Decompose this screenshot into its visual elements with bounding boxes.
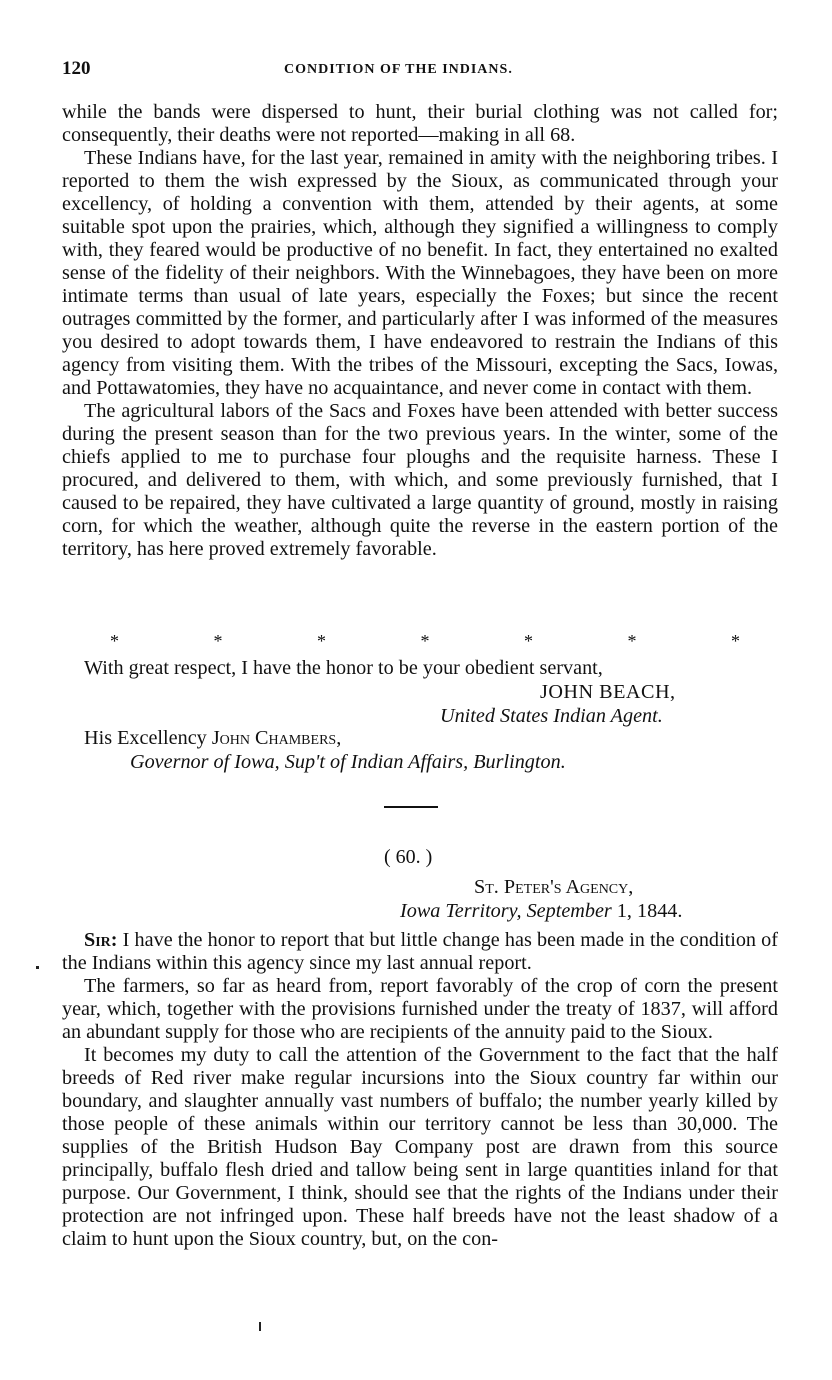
paragraph-relations: These Indians have, for the last year, remained in amity with the neighboring tribes. I reported to them the wish expressed by the Sioux, as communicated through your excellency, of holding a convention with them, attended by their agents, at some suitable spot upon the prairies, which, although they signified a willingness to comply with, they feared would be productive of no benefit. In fact, they entertained no exalted sense of the fidelity of their neighbors. With the Winnebagoes, they have been on more intimate terms than usual of late years, especially the Foxes; but since the recent outrages committed by the former, and particularly after I was informed of the measures you desired to adopt towards them, I have endeavored to restrain the Indians of this agency from visiting them. With the tribes of the Missouri, excepting the Sacs, Iowas, and Pottawatomies, they have no acquaintance, and never come in contact with them.	[62, 147, 778, 399]
closing-line: With great respect, I have the honor to be your obedient servant,	[84, 657, 603, 679]
addressee-title: Governor of Iowa, Sup't of Indian Affairs, Burlington.	[130, 751, 566, 773]
signer-name: JOHN BEACH,	[540, 681, 676, 703]
star: *	[627, 631, 637, 651]
star: *	[110, 631, 119, 651]
ellipsis-stars	[110, 632, 740, 650]
letter-1-body	[62, 101, 778, 561]
section-divider	[384, 806, 438, 808]
star: *	[420, 631, 430, 651]
addressee-prefix: His Excellency	[84, 727, 212, 749]
scan-speck	[259, 1322, 261, 1331]
document-number: ( 60. )	[384, 846, 433, 868]
star: *	[524, 631, 533, 651]
addressee-name: John Chambers,	[211, 727, 342, 749]
paragraph-opening-text: I have the honor to report that but little change has been made in the condition of the Indians within this agency since my last annual report.	[62, 929, 778, 974]
salutation: Sir:	[84, 929, 118, 951]
addressee	[84, 727, 341, 750]
agency-heading: St. Peter's Agency,	[474, 876, 634, 898]
dateline	[400, 900, 682, 923]
paragraph-continuation: while the bands were dispersed to hunt, their burial clothing was not called for; consequently, their deaths were not reported—making in all 68.	[62, 101, 778, 146]
paragraph-agriculture: The agricultural labors of the Sacs and Foxes have been attended with better success during the present season than for the two previous years. In the winter, some of the chiefs applied to me to purchase four ploughs and the requisite harness. These I procured, and delivered to them, with which, and some previously furnished, that I caused to be repaired, they have cultivated a large quantity of ground, mostly in raising corn, for which the weather, although quite the reverse in the eastern portion of the territory, has here proved extremely favorable.	[62, 400, 778, 560]
page-header	[62, 58, 774, 84]
signer-title: United States Indian Agent.	[440, 705, 663, 727]
dateline-date: 1, 1844.	[611, 900, 683, 922]
running-head: CONDITION OF THE INDIANS.	[284, 62, 513, 77]
paragraph-opening	[62, 929, 778, 975]
dateline-place: Iowa Territory, September	[400, 900, 612, 922]
star: *	[317, 631, 326, 651]
page-number: 120	[62, 58, 91, 79]
star: *	[731, 631, 740, 651]
paragraph-crops: The farmers, so far as heard from, report favorably of the crop of corn the present year, which, together with the provisions furnished under the treaty of 1837, will afford an abundant supply for those who are recipients of the annuity paid to the Sioux.	[62, 975, 778, 1043]
letter-2-body	[62, 929, 778, 1251]
paragraph-half-breeds: It becomes my duty to call the attention of the Government to the fact that the half breeds of Red river make regular incursions into the Sioux country far within our boundary, and slaughter annually vast numbers of buffalo; the number yearly killed by those people of these animals within our territory cannot be less than 30,000. The supplies of the British Hudson Bay Company post are drawn from this source principally, buffalo flesh dried and tallow being sent in large quantities inland for that purpose. Our Government, I think, should see that the rights of the Indians under their protection are not infringed upon. These half breeds have not the least shadow of a claim to hunt upon the Sioux country, but, on the con-	[62, 1044, 778, 1250]
scan-speck	[36, 966, 39, 969]
star: *	[213, 631, 223, 651]
